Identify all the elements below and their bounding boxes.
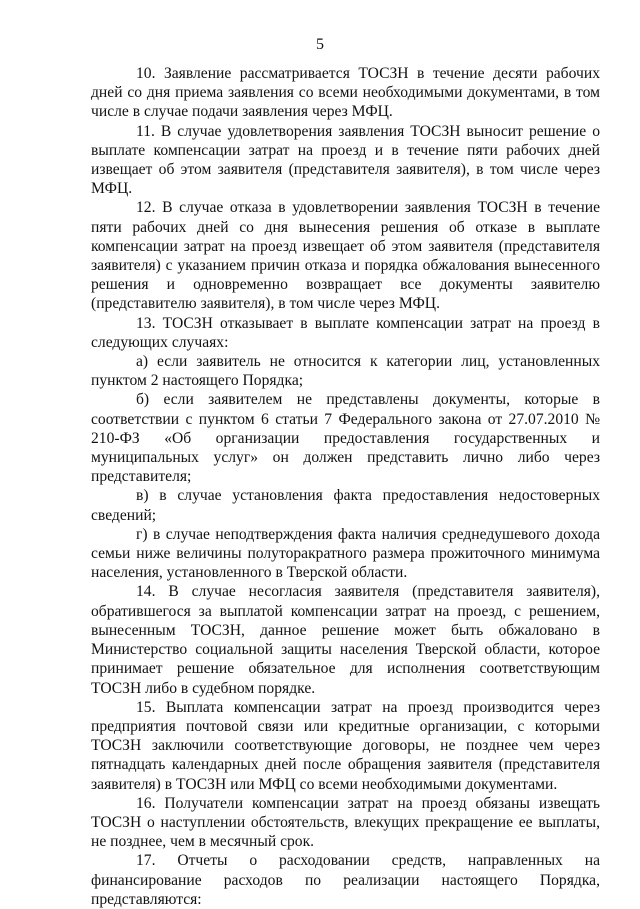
paragraph-14: 14. В случае несогласия заявителя (представителя заявителя), обратившегося за выплатой компенсации затрат на проезд, с решением, вынесенным ТОСЗН, данное решение может быть обжаловано в Министерство социальной защиты населения Тверской области, которое принимает решение обязательное для исполнения соответствующим ТОСЗН либо в судебном порядке. — [91, 583, 600, 697]
document-body — [91, 64, 600, 909]
page-number: 5 — [316, 36, 324, 53]
paragraph-15: 15. Выплата компенсации затрат на проезд производится через предприятия почтовой связи или кредитные организации, с которыми ТОСЗН заключили соответствующие договоры, не позднее чем через пятнадцать календарных дней после обращения заявителя (представителя заявителя) в ТОСЗН или МФЦ со всеми необходимыми документами. — [91, 698, 600, 793]
paragraph-16: 16. Получатели компенсации затрат на проезд обязаны извещать ТОСЗН о наступлении обстоятельств, влекущих прекращение ее выплаты, не позднее, чем в месячный срок. — [91, 794, 600, 851]
paragraph-17: 17. Отчеты о расходовании средств, направленных на финансирование расходов по реализации настоящего Порядка, представляются: — [91, 852, 600, 908]
paragraph-13-v: в) в случае установления факта предоставления недостоверных сведений; — [91, 487, 600, 524]
paragraph-13-b: б) если заявителем не представлены документы, которые в соответствии с пунктом 6 статьи 7 Федерального закона от 27.07.2010 № 210-ФЗ «Об организации предоставления государственных и муниципальных услуг» он должен представить лично либо через представителя; — [91, 391, 600, 486]
paragraph-11: 11. В случае удовлетворения заявления ТОСЗН выносит решение о выплате компенсации затрат на проезд и в течение пяти рабочих дней извещает об этом заявителя (представителя заявителя), в том числе через МФЦ. — [91, 122, 600, 198]
paragraph-13-g: г) в случае неподтверждения факта наличия среднедушевого дохода семьи ниже величины полуторакратного размера прожиточного минимума населения, установленного в Тверской области. — [91, 525, 600, 582]
paragraph-13-a: а) если заявитель не относится к категории лиц, установленных пунктом 2 настоящего Порядка; — [91, 353, 600, 390]
paragraph-13: 13. ТОСЗН отказывает в выплате компенсации затрат на проезд в следующих случаях: — [91, 314, 600, 351]
paragraph-12: 12. В случае отказа в удовлетворении заявления ТОСЗН в течение пяти рабочих дней со дня вынесения решения об отказе в выплате компенсации затрат на проезд извещает об этом заявителя (представителя заявителя) с указанием причин отказа и порядка обжалования вынесенного решения и одновременно возвращает все документы заявителю (представителю заявителя), в том числе через МФЦ. — [91, 199, 600, 313]
paragraph-10: 10. Заявление рассматривается ТОСЗН в течение десяти рабочих дней со дня приема заявления со всеми необходимыми документами, в том числе в случае подачи заявления через МФЦ. — [91, 65, 600, 121]
